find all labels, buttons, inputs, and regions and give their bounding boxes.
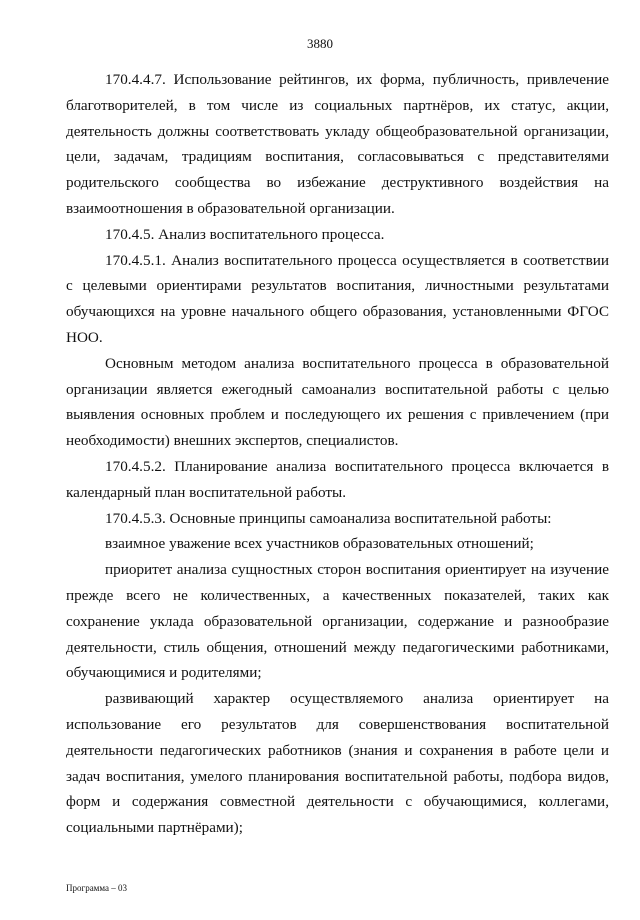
paragraph-main-method: Основным методом анализа воспитательного процесса в образовательной организации является ежегодный самоанализ воспитательной работы с целью выявления основных проблем и последующего их решения с привлечением (при необходимости) внешних экспертов, специалистов. [66,354,609,450]
principle-qualitative-priority: приоритет анализа сущностных сторон воспитания ориентирует на изучение прежде всего не количественных, а качественных показателей, таких как сохранение уклада образовательной организации, содержание и разнообразие деятельности, стиль общения, отношений между педагогическими работниками, обучающимися и родителями; [66,561,609,682]
paragraph-170-4-5-heading: 170.4.5. Анализ воспитательного процесса. [105,225,385,243]
paragraph-170-4-5-3: 170.4.5.3. Основные принципы самоанализа воспитательной работы: [105,509,552,527]
page-number: 3880 [307,36,333,51]
paragraph-170-4-4-7: 170.4.4.7. Использование рейтингов, их форма, публичность, привлечение благотворителей, в том числе из социальных партнёров, их статус, акции, деятельность должны соответствовать укладу общеобразовательной организации, цели, задачам, традициям воспитания, согласовываться с представителями родительского сообщества во избежание деструктивного воздействия на взаимоотношения в образовательной организации. [66,71,609,217]
principle-developing-character: развивающий характер осуществляемого анализа ориентирует на использование его результатов для совершенствования воспитательной деятельности педагогических работников (знания и сохранения в работе цели и задач воспитания, умелого планирования воспитательной работы, подбора видов, форм и содержания совместной деятельности с обучающимися, коллегами, социальными партнёрами); [66,690,609,837]
footer-program-label: Программа – 03 [66,883,128,893]
document-body [66,67,609,841]
principle-mutual-respect: взаимное уважение всех участников образовательных отношений; [105,535,534,553]
paragraph-170-4-5-2: 170.4.5.2. Планирование анализа воспитательного процесса включается в календарный план воспитательной работы. [66,457,609,501]
paragraph-170-4-5-1: 170.4.5.1. Анализ воспитательного процесса осуществляется в соответствии с целевыми ориентирами результатов воспитания, личностными результатами обучающихся на уровне начального общего образования, установленными ФГОС НОО. [66,251,609,346]
